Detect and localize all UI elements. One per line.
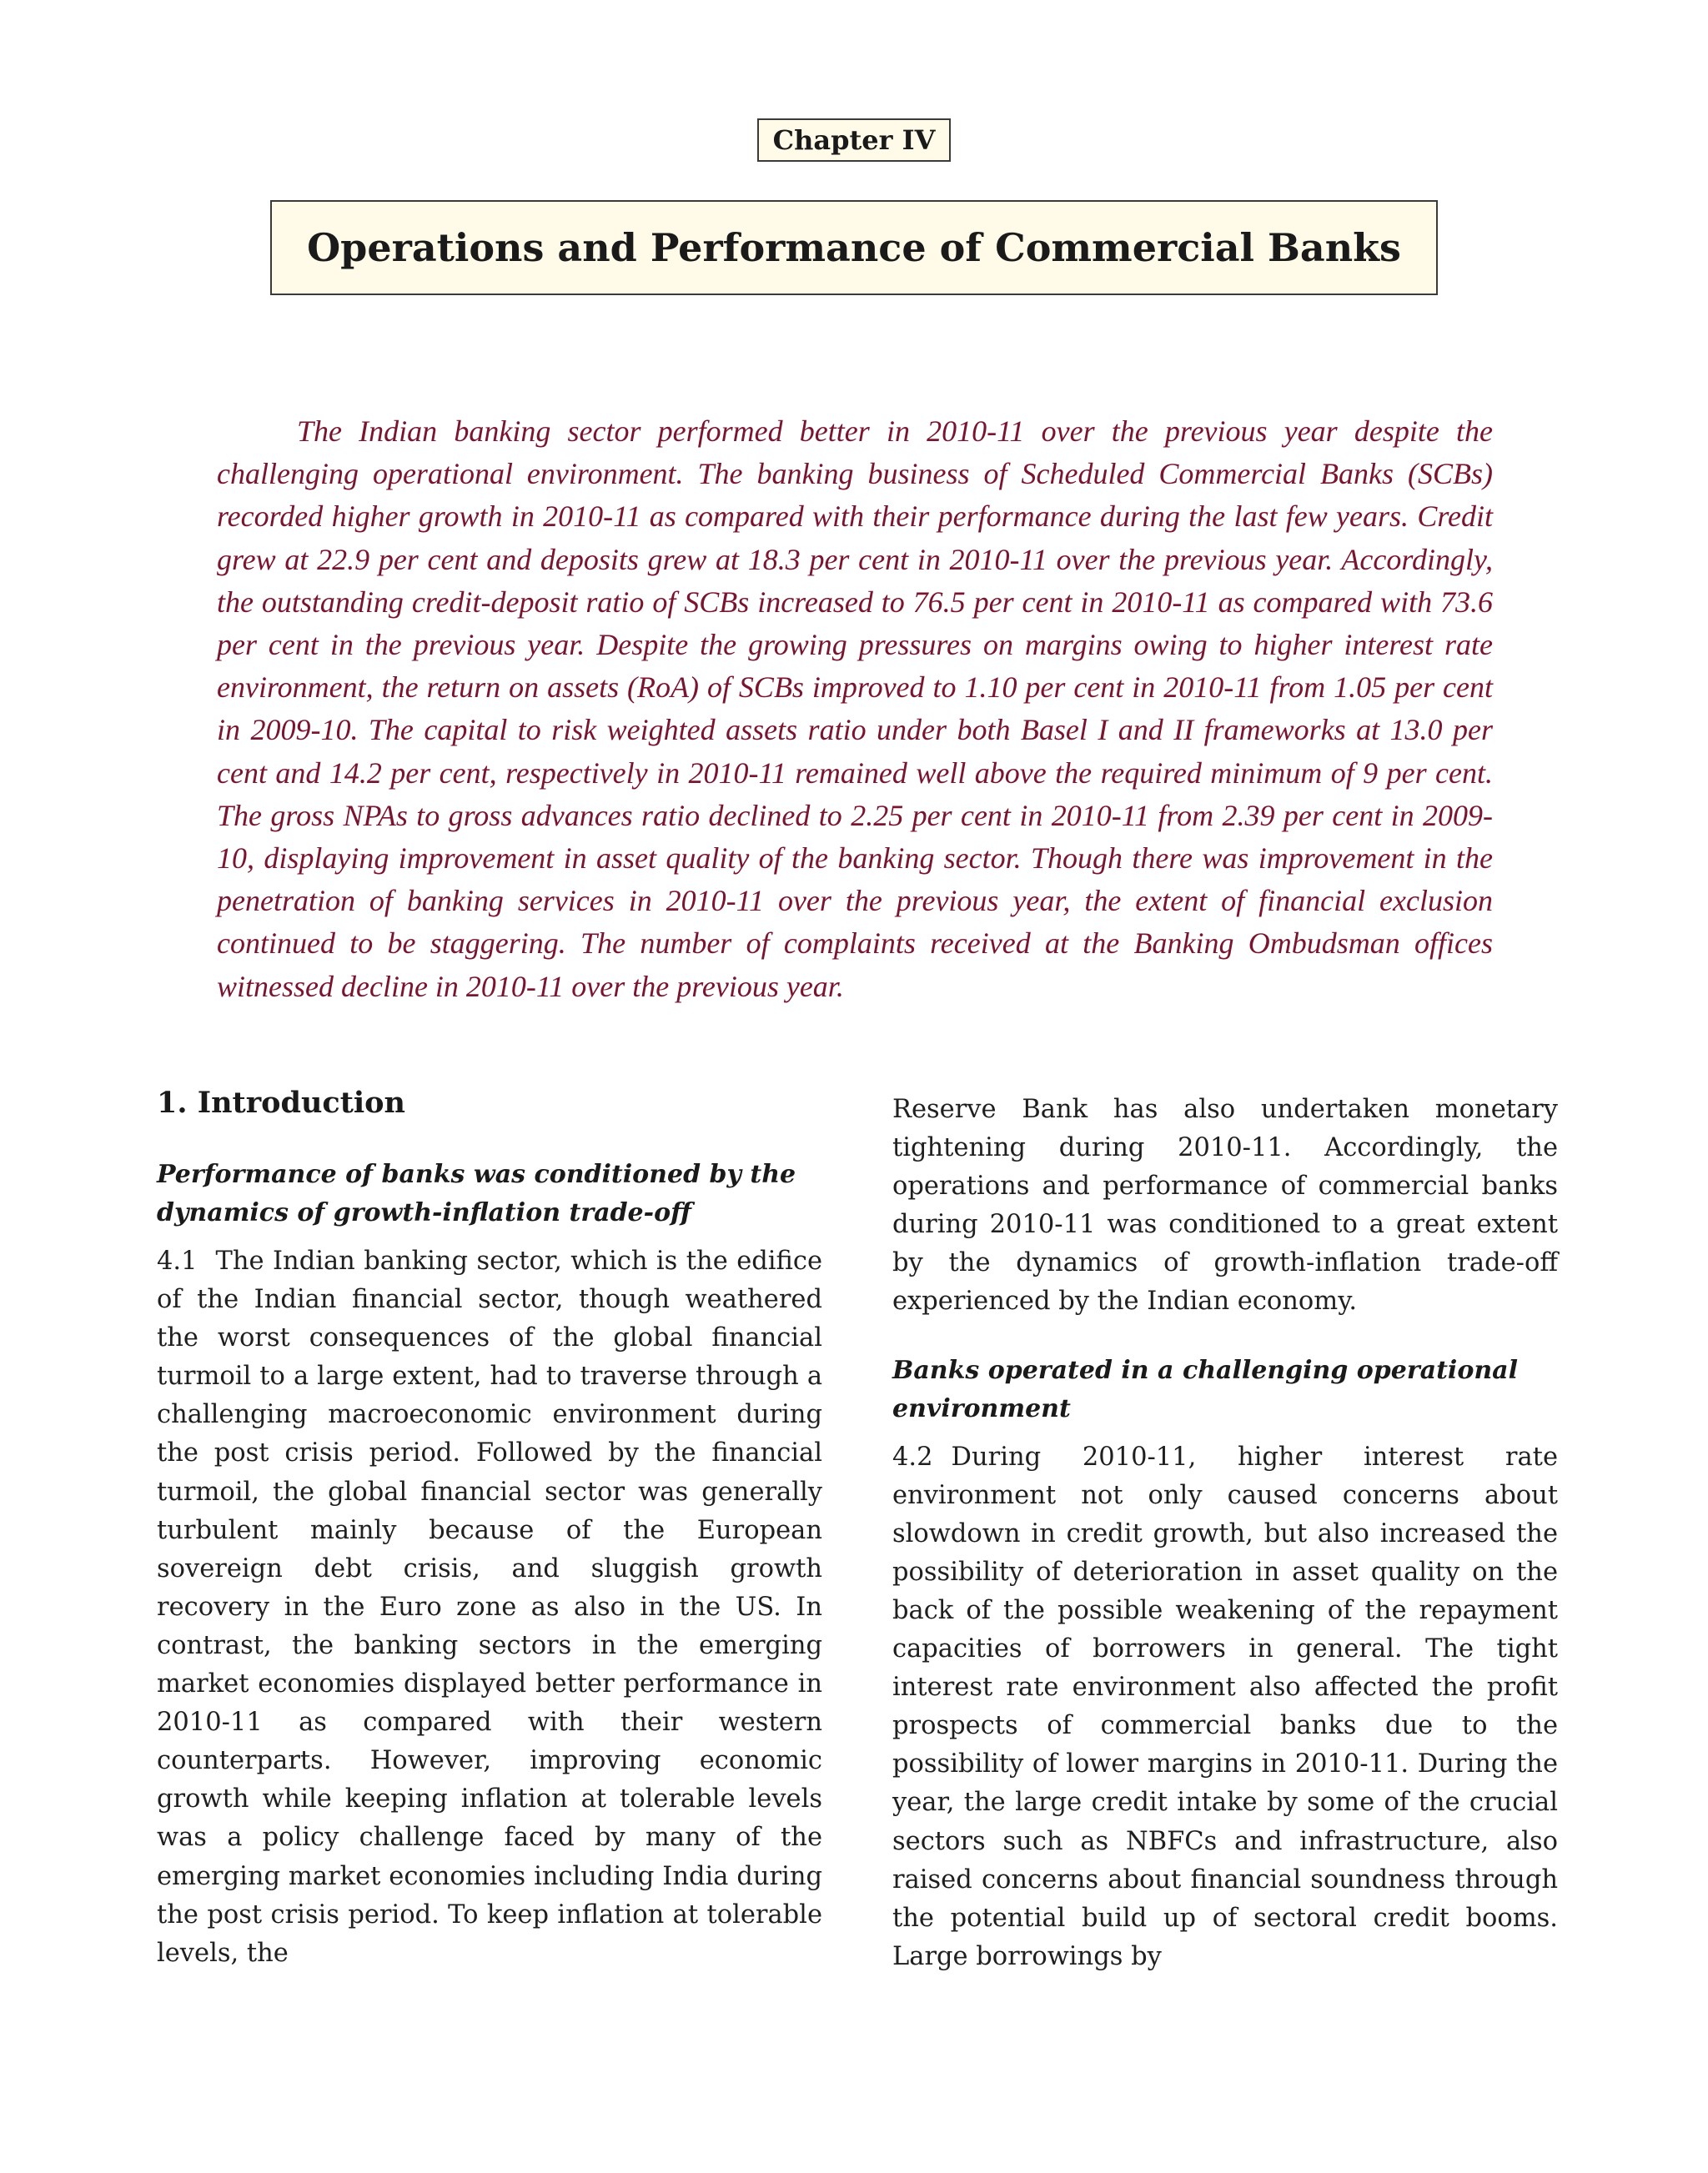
paragraph-number: 4.2 <box>892 1442 933 1472</box>
paragraph-number: 4.1 <box>157 1247 198 1276</box>
paragraph-text: The Indian banking sector, which is the edifice of the Indian financial sector, though weathered the worst consequences of the global financial turmoil to a large extent, had to traverse through a challenging macroeconomic environment during the post crisis period. Followed by the financial turmoil, the global financial sector was generally turbulent mainly because of the European sovereign debt crisis, and sluggish growth recovery in the Euro zone as also in the US. In contrast, the banking sectors in the emerging market economies displayed better performance in 2010-11 as compared with their western counterparts. However, improving economic growth while keeping inflation at tolerable levels was a policy challenge faced by many of the emerging market economies including India during the post crisis period. To keep inflation at tolerable levels, the <box>157 1247 822 1968</box>
chapter-abstract: The Indian banking sector performed better in 2010-11 over the previous year despite the challenging operational environment. The banking business of Scheduled Commercial Banks (SCBs) recorded higher growth in 2010-11 as compared with their performance during the last few years. Credit grew at 22.9 per cent and deposits grew at 18.3 per cent in 2010-11 over the previous year. Accordingly, the outstanding credit-deposit ratio of SCBs increased to 76.5 per cent in 2010-11 as compared with 73.6 per cent in the previous year. Despite the growing pressures on margins owing to higher interest rate environment, the return on assets (RoA) of SCBs improved to 1.10 per cent in 2010-11 from 1.05 per cent in 2009-10. The capital to risk weighted assets ratio under both Basel I and II frameworks at 13.0 per cent and 14.2 per cent, respectively in 2010-11 remained well above the required minimum of 9 per cent. The gross NPAs to gross advances ratio declined to 2.25 per cent in 2010-11 from 2.39 per cent in 2009-10, displaying improvement in asset quality of the banking sector. Though there was improvement in the penetration of banking services in 2010-11 over the previous year, the extent of financial exclusion continued to be staggering. The number of complaints received at the Banking Ombudsman offices witnessed decline in 2010-11 over the previous year. <box>217 414 1493 1003</box>
chapter-label: Chapter IV <box>757 118 951 162</box>
right-column <box>892 1091 1558 1976</box>
section-heading: 1. Introduction <box>157 1086 405 1120</box>
paragraph-text: During 2010-11, higher interest rate environment not only caused concerns about slowdown in credit growth, but also increased the possibility of deterioration in asset quality on the back of the possible weakening of the repayment capacities of borrowers in general. The tight interest rate environment also affected the profit prospects of commercial banks due to the possibility of lower margins in 2010-11. During the year, the large credit intake by some of the crucial sectors such as NBFCs and infrastructure, also raised concerns about financial soundness through the potential build up of sectoral credit booms. Large borrowings by <box>892 1442 1558 1971</box>
subheading-growth-inflation: Performance of banks was conditioned by the dynamics of growth-inflation trade-off <box>157 1160 796 1227</box>
chapter-title: Operations and Performance of Commercial Banks <box>270 200 1438 295</box>
paragraph-4-1 <box>157 1242 822 1973</box>
left-column <box>157 1084 822 1973</box>
subheading-operational-environment: Banks operated in a challenging operational environment <box>892 1355 1518 1423</box>
paragraph-4-2 <box>892 1438 1558 1976</box>
paragraph-4-1-continued: Reserve Bank has also undertaken monetary tightening during 2010-11. Accordingly, the operations and performance of commercial banks during 2010-11 was conditioned to a great extent by the dynamics of growth-inflation trade-off experienced by the Indian economy. <box>892 1095 1558 1317</box>
